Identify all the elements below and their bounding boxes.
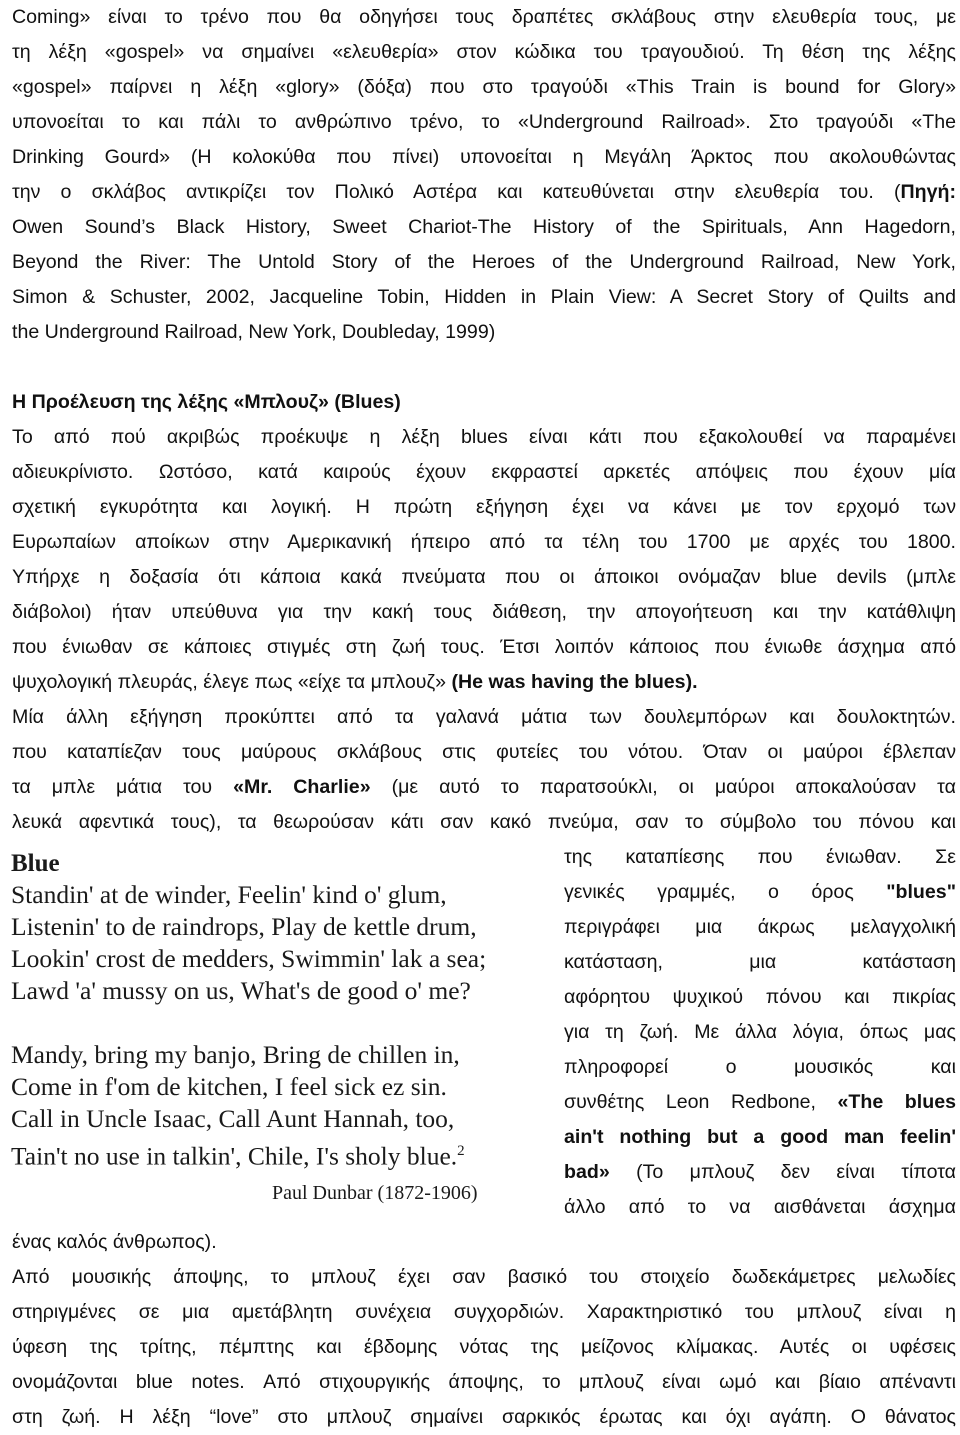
text-line — [12, 175, 956, 210]
text-line — [12, 665, 956, 700]
text-line: υπονοείται το και πάλι το ανθρώπινο τρένο, το «Underground Railroad». Στο τραγούδι «The — [12, 111, 956, 133]
text-segment: την ο σκλάβος αντικρίζει τον Πολικό Αστέρα και κατευθύνεται στην ελευθερία του. ( — [12, 181, 901, 203]
text-line: σχετική εγκυρότητα και λογική. Η πρώτη εξήγηση έχει να κάνει με τον ερχομό των — [12, 496, 956, 518]
text-line: της καταπίεσης που ένιωθαν. Σε — [564, 846, 956, 868]
text-segment: γενικές γραμμές, ο όρος — [564, 881, 887, 903]
source-label: Πηγή: — [900, 181, 956, 203]
poem-image — [8, 846, 554, 1218]
text-line: ain't nothing but a good man feelin' — [564, 1126, 956, 1148]
text-segment: τα μπλε μάτια του — [12, 776, 234, 798]
bold-phrase: "blues" — [886, 881, 956, 903]
poem-line: Come in f'om de kitchen, I feel sick ez sin. — [11, 1072, 447, 1101]
poem-title: Blue — [11, 850, 60, 877]
text-line: Μία άλλη εξήγηση προκύπτει από τα γαλανά μάτια των δουλεμπόρων και δουλοκτητών. — [12, 706, 956, 728]
text-line: στηριγμένες σε μια αμετάβλητη συνέχεια συγχορδιών. Χαρακτηριστικό του μπλουζ είναι η — [12, 1301, 956, 1323]
section-heading: Η Προέλευση της λέξης «Μπλουζ» (Blues) — [12, 391, 401, 413]
poem-line-text: Tain't no use in talkin', Chile, I's sholy blue. — [11, 1141, 458, 1171]
text-line — [564, 1085, 956, 1120]
text-line: λευκά αφεντικά τους), τα θεωρούσαν κάτι σαν κακό πνεύμα, σαν το σύμβολο του πόνου και — [12, 811, 956, 833]
text-line: άλλο από το να αισθάνεται άσχημα — [564, 1196, 956, 1218]
text-line — [564, 875, 956, 910]
poem-author: Paul Dunbar (1872-1906) — [272, 1182, 478, 1204]
poem-line — [11, 1136, 465, 1172]
text-segment: (με αυτό το παρατσούκλι, οι μαύροι αποκαλούσαν τα — [370, 776, 956, 798]
text-line: ένας καλός άνθρωπος). — [12, 1231, 217, 1253]
text-segment: συνθέτης Leon Redbone, — [564, 1091, 838, 1113]
text-line: ύφεση της τρίτης, πέμπτης και έβδομης νότας της μείζονος κλίμακας. Αυτές οι υφέσεις — [12, 1336, 956, 1358]
text-line: the Underground Railroad, New York, Doubleday, 1999) — [12, 321, 496, 343]
poem-line: Listenin' to de raindrops, Play de kettle drum, — [11, 912, 477, 941]
poem-line: Standin' at de winder, Feelin' kind o' glum, — [11, 880, 447, 909]
text-segment: ψυχολογική πλευράς, έλεγε πως «είχε τα μπλουζ» — [12, 671, 452, 693]
footnote-marker: 2 — [457, 1143, 465, 1159]
text-line: αδιευκρίνιστο. Ωστόσο, κατά καιρούς έχουν εκφραστεί αρκετές απόψεις που έχουν μία — [12, 461, 956, 483]
text-line: «gospel» παίρνει η λέξη «glory» (δόξα) που στο τραγούδι «This Train is bound for Glory» — [12, 76, 956, 98]
text-line: Simon & Schuster, 2002, Jacqueline Tobin, Hidden in Plain View: A Secret Story of Quilts and — [12, 286, 956, 308]
text-line: Drinking Gourd» (Η κολοκύθα που πίνει) υπονοείται η Μεγάλη Άρκτος που ακολουθώντας — [12, 146, 956, 168]
text-line: περιγράφει μια άκρως μελαγχολική — [564, 916, 956, 938]
text-line: Από μουσικής άποψης, το μπλουζ έχει σαν βασικό του στοιχείο δωδεκάμετρες μελωδίες — [12, 1266, 956, 1288]
text-line: που ένιωθαν σε κάποιες στιγμές στη ζωή τους. Έτσι λοιπόν κάποιος που ένιωθε άσχημα από — [12, 636, 956, 658]
poem-line: Call in Uncle Isaac, Call Aunt Hannah, too, — [11, 1104, 455, 1133]
text-line — [12, 770, 956, 805]
text-segment: (Το μπλουζ δεν είναι τίποτα — [609, 1161, 956, 1183]
text-line: διάβολοι) ήταν υπεύθυνα για την κακή τους διάθεση, την απογοήτευση και την κατάθλιψη — [12, 601, 956, 623]
bold-phrase: «The blues — [837, 1091, 956, 1113]
text-line: Το από πού ακριβώς προέκυψε η λέξη blues είναι κάτι που εξακολουθεί να παραμένει — [12, 426, 956, 448]
text-line: Coming» είναι το τρένο που θα οδηγήσει τους δραπέτες σκλάβους στην ελευθερία τους, με — [12, 6, 956, 28]
text-line: Beyond the River: The Untold Story of the Heroes of the Underground Railroad, New York, — [12, 251, 956, 273]
bold-phrase: (He was having the blues). — [451, 671, 698, 693]
poem-line: Lawd 'a' mussy on us, What's de good o' me? — [11, 976, 471, 1005]
text-line: κατάσταση, μια κατάσταση — [564, 951, 956, 973]
bold-phrase: «Mr. Charlie» — [233, 776, 371, 798]
text-line: που καταπίεζαν τους μαύρους σκλάβους στις φυτείες του νότου. Όταν οι μαύροι έβλεπαν — [12, 741, 956, 763]
text-line: στη ζωή. Η λέξη “love” στο μπλουζ σημαίνει σαρκικός έρωτας και όχι αγάπη. Ο θάνατος — [12, 1406, 956, 1428]
text-line: για τη ζωή. Με άλλα λόγια, όπως μας — [564, 1021, 956, 1043]
text-line: Υπήρχε η δοξασία ότι κάποια κακά πνεύματα που οι άποικοι ονόμαζαν blue devils (μπλε — [12, 566, 956, 588]
text-line — [564, 1155, 956, 1190]
text-line: πληροφορεί ο μουσικός και — [564, 1056, 956, 1078]
bold-phrase: bad» — [564, 1161, 610, 1183]
poem-line: Mandy, bring my banjo, Bring de chillen in, — [11, 1040, 460, 1069]
text-line: ονομάζονται blue notes. Από στιχουργικής άποψης, το μπλουζ είναι ωμό και βίαιο απέναντι — [12, 1371, 956, 1393]
text-line: Ευρωπαίων αποίκων στην Αμερικανική ήπειρο από τα τέλη του 1700 με αρχές του 1800. — [12, 531, 956, 553]
text-line: τη λέξη «gospel» να σημαίνει «ελευθερία» στον κώδικα του τραγουδιού. Τη θέση της λέξης — [12, 41, 956, 63]
text-line: αφόρητου ψυχικού πόνου και πικρίας — [564, 986, 956, 1008]
text-line: Owen Sound’s Black History, Sweet Chariot-The History of the Spirituals, Ann Hagedorn, — [12, 216, 956, 238]
poem-line: Lookin' crost de medders, Swimmin' lak a sea; — [11, 944, 487, 973]
